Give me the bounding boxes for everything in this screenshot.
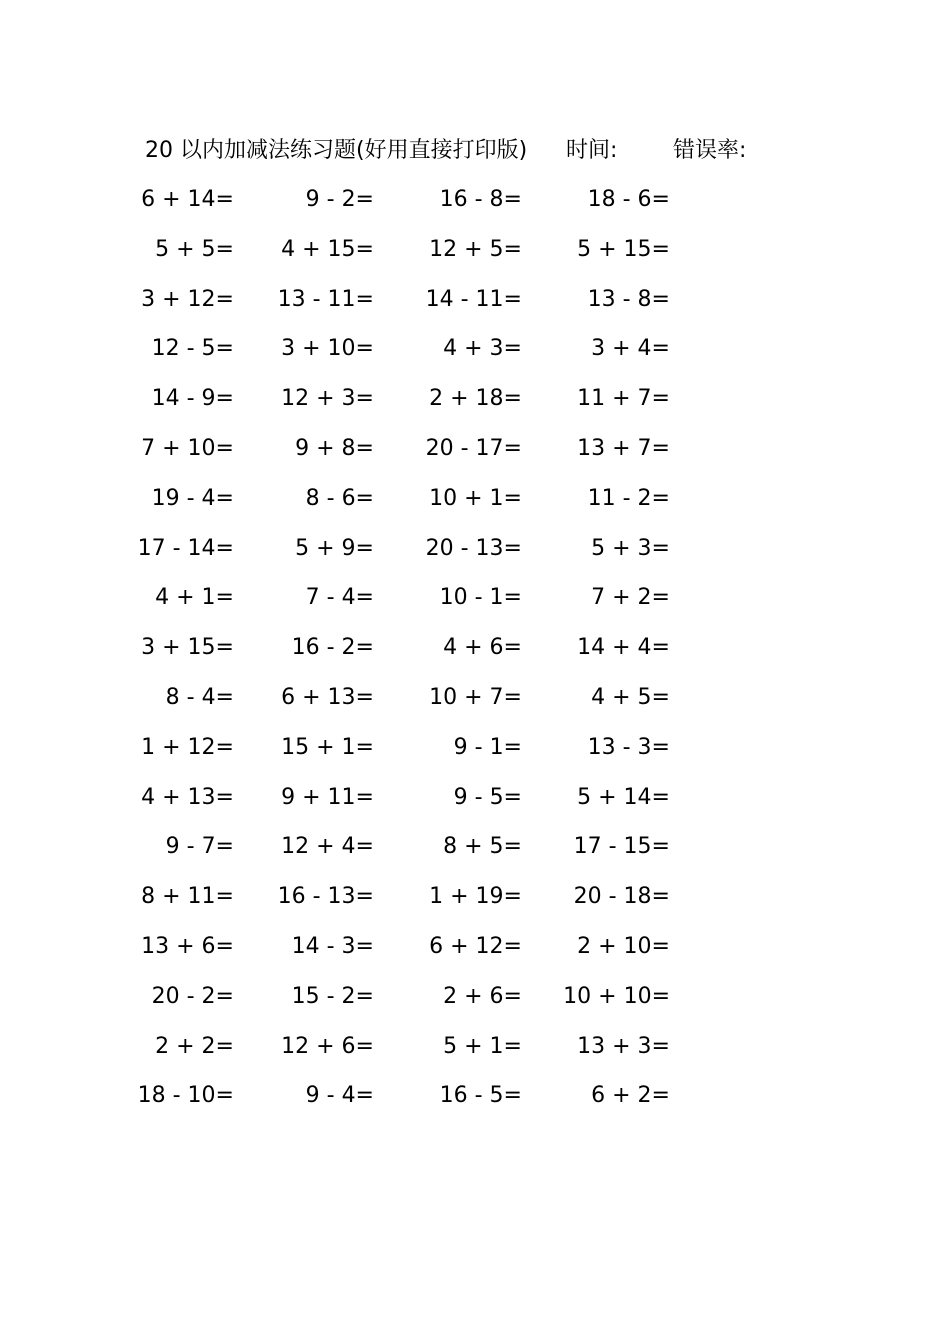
math-problem: 5 + 14= bbox=[577, 784, 670, 810]
math-problem: 16 - 5= bbox=[439, 1083, 522, 1109]
worksheet-title: 20 以内加减法练习题(好用直接打印版) bbox=[145, 138, 528, 163]
math-problem: 9 - 2= bbox=[305, 187, 374, 212]
math-problem: 2 + 2= bbox=[155, 1033, 234, 1059]
worksheet-header bbox=[145, 134, 785, 168]
math-problem: 6 + 14= bbox=[141, 187, 234, 212]
math-problem: 7 - 4= bbox=[305, 585, 374, 611]
math-problem: 6 + 2= bbox=[591, 1083, 670, 1109]
math-problem: 10 + 7= bbox=[429, 684, 522, 710]
math-problem: 11 - 2= bbox=[587, 485, 670, 511]
math-problem: 9 - 1= bbox=[453, 734, 522, 760]
math-problem: 16 - 13= bbox=[277, 884, 374, 910]
problem-row bbox=[0, 1030, 950, 1080]
math-problem: 5 + 1= bbox=[443, 1033, 522, 1059]
math-problem: 5 + 15= bbox=[577, 236, 670, 262]
math-problem: 4 + 5= bbox=[591, 684, 670, 710]
math-problem: 12 + 4= bbox=[281, 834, 374, 860]
math-problem: 9 - 4= bbox=[305, 1083, 374, 1109]
math-problem: 12 + 5= bbox=[429, 236, 522, 262]
math-problem: 19 - 4= bbox=[151, 485, 234, 511]
problem-row bbox=[0, 781, 950, 831]
math-problem: 20 - 17= bbox=[425, 435, 522, 461]
math-problem: 14 - 9= bbox=[151, 386, 234, 412]
math-problem: 14 - 3= bbox=[291, 933, 374, 959]
math-problem: 20 - 18= bbox=[573, 884, 670, 910]
math-problem: 8 - 6= bbox=[305, 485, 374, 511]
math-problem: 13 - 8= bbox=[587, 286, 670, 312]
math-problem: 2 + 6= bbox=[443, 983, 522, 1009]
problem-row bbox=[0, 283, 950, 333]
math-problem: 4 + 13= bbox=[141, 784, 234, 810]
math-problem: 13 - 11= bbox=[277, 286, 374, 312]
math-problem: 4 + 3= bbox=[443, 336, 522, 362]
math-problem: 17 - 14= bbox=[137, 535, 234, 561]
math-problem: 8 - 4= bbox=[165, 684, 234, 710]
math-problem: 18 - 6= bbox=[587, 187, 670, 212]
math-problem: 13 + 7= bbox=[577, 435, 670, 461]
math-problem: 1 + 12= bbox=[141, 734, 234, 760]
problem-row bbox=[0, 681, 950, 731]
math-problem: 12 + 3= bbox=[281, 386, 374, 412]
math-problem: 13 + 3= bbox=[577, 1033, 670, 1059]
math-problem: 5 + 3= bbox=[591, 535, 670, 561]
math-problem: 9 - 7= bbox=[165, 834, 234, 860]
math-problem: 17 - 15= bbox=[573, 834, 670, 860]
math-problem: 8 + 11= bbox=[141, 884, 234, 910]
problem-row bbox=[0, 432, 950, 482]
problem-row bbox=[0, 382, 950, 432]
math-problem: 14 + 4= bbox=[577, 635, 670, 661]
problem-row bbox=[0, 980, 950, 1030]
problem-row bbox=[0, 880, 950, 930]
math-problem: 3 + 4= bbox=[591, 336, 670, 362]
math-problem: 5 + 9= bbox=[295, 535, 374, 561]
math-problem: 3 + 15= bbox=[141, 635, 234, 661]
math-problem: 13 - 3= bbox=[587, 734, 670, 760]
math-problem: 14 - 11= bbox=[425, 286, 522, 312]
problem-row bbox=[0, 482, 950, 532]
math-problem: 15 - 2= bbox=[291, 983, 374, 1009]
math-problem: 7 + 10= bbox=[141, 435, 234, 461]
math-problem: 5 + 5= bbox=[155, 236, 234, 262]
problem-row bbox=[0, 1079, 950, 1129]
math-problem: 10 + 10= bbox=[563, 983, 670, 1009]
math-problem: 2 + 10= bbox=[577, 933, 670, 959]
math-problem: 6 + 12= bbox=[429, 933, 522, 959]
error-rate-label: 错误率: bbox=[673, 138, 747, 163]
math-problem: 13 + 6= bbox=[141, 933, 234, 959]
problem-row bbox=[0, 183, 950, 233]
problem-row bbox=[0, 532, 950, 582]
math-problem: 20 - 13= bbox=[425, 535, 522, 561]
math-problem: 18 - 10= bbox=[137, 1083, 234, 1109]
math-problem: 11 + 7= bbox=[577, 386, 670, 412]
math-problem: 6 + 13= bbox=[281, 684, 374, 710]
math-problem: 12 + 6= bbox=[281, 1033, 374, 1059]
math-problem: 1 + 19= bbox=[429, 884, 522, 910]
math-problem: 10 + 1= bbox=[429, 485, 522, 511]
math-problem: 15 + 1= bbox=[281, 734, 374, 760]
problem-row bbox=[0, 830, 950, 880]
math-problem: 8 + 5= bbox=[443, 834, 522, 860]
problem-row bbox=[0, 930, 950, 980]
math-problem: 2 + 18= bbox=[429, 386, 522, 412]
math-problem: 7 + 2= bbox=[591, 585, 670, 611]
math-problem: 4 + 15= bbox=[281, 236, 374, 262]
problem-grid bbox=[0, 183, 950, 1129]
math-problem: 4 + 1= bbox=[155, 585, 234, 611]
problem-row bbox=[0, 332, 950, 382]
math-problem: 12 - 5= bbox=[151, 336, 234, 362]
math-problem: 20 - 2= bbox=[151, 983, 234, 1009]
math-problem: 16 - 2= bbox=[291, 635, 374, 661]
math-problem: 9 + 8= bbox=[295, 435, 374, 461]
problem-row bbox=[0, 731, 950, 781]
math-problem: 10 - 1= bbox=[439, 585, 522, 611]
problem-row bbox=[0, 631, 950, 681]
math-problem: 16 - 8= bbox=[439, 187, 522, 212]
problem-row bbox=[0, 581, 950, 631]
math-problem: 3 + 10= bbox=[281, 336, 374, 362]
time-label: 时间: bbox=[566, 138, 618, 163]
problem-row bbox=[0, 233, 950, 283]
math-problem: 4 + 6= bbox=[443, 635, 522, 661]
math-problem: 9 + 11= bbox=[281, 784, 374, 810]
math-problem: 9 - 5= bbox=[453, 784, 522, 810]
math-problem: 3 + 12= bbox=[141, 286, 234, 312]
